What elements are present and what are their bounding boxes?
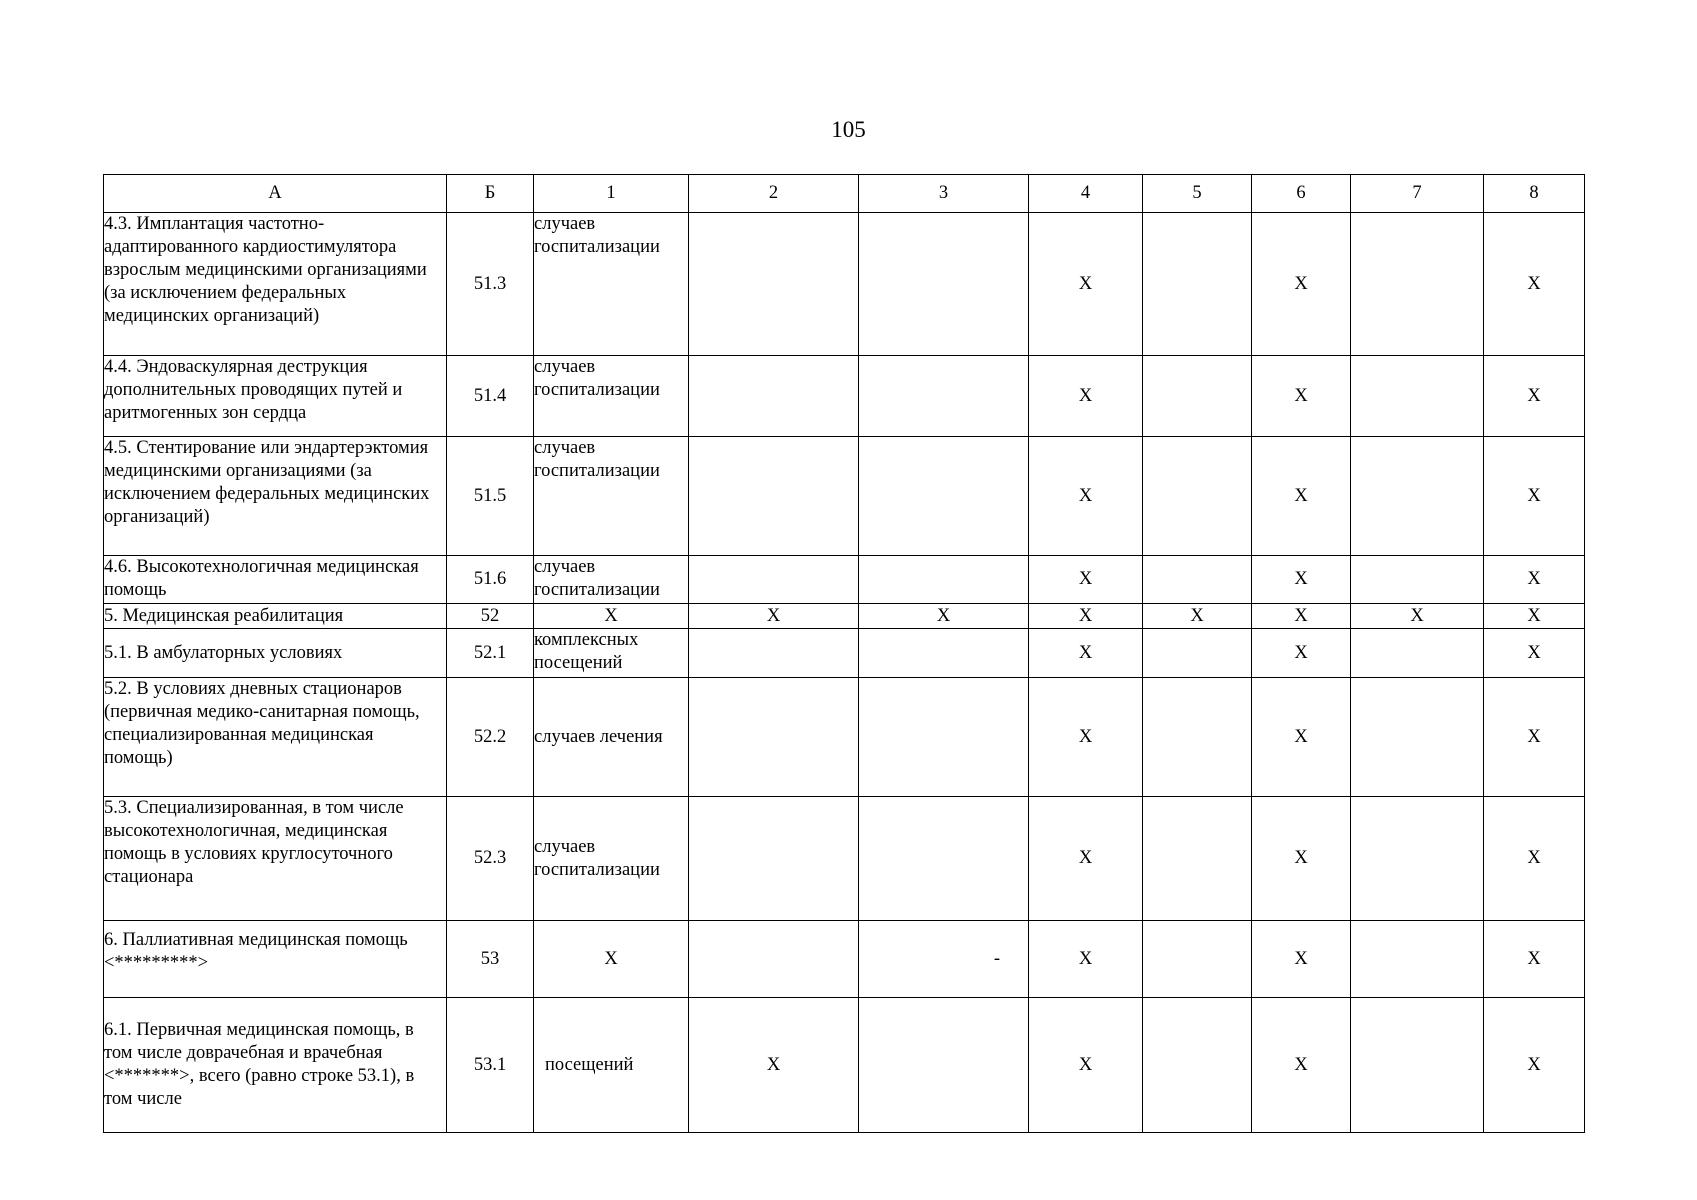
- cell-col-4: X: [1029, 356, 1143, 437]
- cell-col-4: X: [1029, 921, 1143, 998]
- column-header-6: 6: [1252, 175, 1351, 213]
- cell-col-3: [859, 213, 1029, 356]
- cell-col-8: X: [1484, 678, 1585, 797]
- row-unit: X: [534, 604, 689, 629]
- cell-col-3: X: [859, 604, 1029, 629]
- cell-col-6: X: [1252, 356, 1351, 437]
- cell-col-6: X: [1252, 921, 1351, 998]
- row-name: 4.3. Имплантация частотно-адаптированного кардиостимулятора взрослым медицинскими организациями (за исключением федеральных медицинских организаций): [104, 213, 447, 356]
- table-header-row: [104, 175, 1585, 213]
- cell-col-4: X: [1029, 629, 1143, 678]
- cell-col-8: X: [1484, 556, 1585, 604]
- cell-col-3: [859, 797, 1029, 921]
- cell-col-3: -: [859, 921, 1029, 998]
- cell-col-3: [859, 629, 1029, 678]
- row-name: 4.5. Стентирование или эндартерэктомия медицинскими организациями (за исключением федеральных медицинских организаций): [104, 437, 447, 556]
- row-unit: случаев госпитализации: [534, 213, 689, 356]
- cell-col-3: [859, 998, 1029, 1133]
- table-row: [104, 604, 1585, 629]
- cell-col-8: X: [1484, 629, 1585, 678]
- cell-col-2: [689, 678, 859, 797]
- row-unit: случаев госпитализации: [534, 437, 689, 556]
- row-name: 5.2. В условиях дневных стационаров (первичная медико-санитарная помощь, специализированная медицинская помощь): [104, 678, 447, 797]
- cell-col-8: X: [1484, 213, 1585, 356]
- table-row: [104, 998, 1585, 1133]
- table-row: [104, 797, 1585, 921]
- row-code: 52.3: [447, 797, 534, 921]
- cell-col-5: [1143, 998, 1252, 1133]
- cell-col-8: X: [1484, 998, 1585, 1133]
- row-name: 5. Медицинская реабилитация: [104, 604, 447, 629]
- row-code: 51.6: [447, 556, 534, 604]
- cell-col-8: X: [1484, 797, 1585, 921]
- table-row: [104, 556, 1585, 604]
- row-unit: случаев лечения: [534, 678, 689, 797]
- cell-col-2: [689, 356, 859, 437]
- cell-col-7: [1351, 678, 1484, 797]
- row-unit: посещений: [534, 998, 689, 1133]
- cell-col-7: [1351, 921, 1484, 998]
- row-name: 6.1. Первичная медицинская помощь, в том числе доврачебная и врачебная <*******>, всего (равно строке 53.1), в том числе: [104, 998, 447, 1133]
- cell-col-5: [1143, 797, 1252, 921]
- row-unit: случаев госпитализации: [534, 556, 689, 604]
- cell-col-5: [1143, 629, 1252, 678]
- cell-col-6: X: [1252, 629, 1351, 678]
- column-header-3: 3: [859, 175, 1029, 213]
- row-code: 52.1: [447, 629, 534, 678]
- cell-col-5: [1143, 921, 1252, 998]
- row-code: 53: [447, 921, 534, 998]
- cell-col-6: X: [1252, 604, 1351, 629]
- cell-col-2: [689, 437, 859, 556]
- cell-col-8: X: [1484, 437, 1585, 556]
- row-code: 51.5: [447, 437, 534, 556]
- cell-col-2: [689, 921, 859, 998]
- cell-col-4: X: [1029, 213, 1143, 356]
- column-header-4: 4: [1029, 175, 1143, 213]
- cell-col-7: X: [1351, 604, 1484, 629]
- row-name: 5.3. Специализированная, в том числе высокотехнологичная, медицинская помощь в условиях круглосуточного стационара: [104, 797, 447, 921]
- cell-col-4: X: [1029, 556, 1143, 604]
- cell-col-5: [1143, 678, 1252, 797]
- cell-col-5: X: [1143, 604, 1252, 629]
- cell-col-5: [1143, 356, 1252, 437]
- row-name: 5.1. В амбулаторных условиях: [104, 629, 447, 678]
- row-code: 51.3: [447, 213, 534, 356]
- row-unit: случаев госпитализации: [534, 797, 689, 921]
- cell-col-7: [1351, 556, 1484, 604]
- column-header-b: Б: [447, 175, 534, 213]
- cell-col-7: [1351, 797, 1484, 921]
- cell-col-4: X: [1029, 437, 1143, 556]
- column-header-8: 8: [1484, 175, 1585, 213]
- cell-col-3: [859, 437, 1029, 556]
- column-header-a: А: [104, 175, 447, 213]
- cell-col-2: [689, 213, 859, 356]
- cell-col-5: [1143, 437, 1252, 556]
- cell-col-6: X: [1252, 797, 1351, 921]
- cell-col-4: X: [1029, 797, 1143, 921]
- cell-col-2: [689, 629, 859, 678]
- cell-col-8: X: [1484, 604, 1585, 629]
- row-unit: комплексных посещений: [534, 629, 689, 678]
- cell-col-2: [689, 797, 859, 921]
- column-header-7: 7: [1351, 175, 1484, 213]
- table-row: [104, 213, 1585, 356]
- column-header-5: 5: [1143, 175, 1252, 213]
- cell-col-2: X: [689, 998, 859, 1133]
- table-row: [104, 921, 1585, 998]
- cell-col-6: X: [1252, 437, 1351, 556]
- column-header-1: 1: [534, 175, 689, 213]
- row-name: 4.6. Высокотехнологичная медицинская помощь: [104, 556, 447, 604]
- cell-col-4: X: [1029, 998, 1143, 1133]
- table-row: [104, 678, 1585, 797]
- cell-col-3: [859, 678, 1029, 797]
- cell-col-5: [1143, 213, 1252, 356]
- cell-col-7: [1351, 629, 1484, 678]
- cell-col-2: [689, 556, 859, 604]
- row-unit: случаев госпитализации: [534, 356, 689, 437]
- cell-col-4: X: [1029, 678, 1143, 797]
- row-code: 51.4: [447, 356, 534, 437]
- cell-col-8: X: [1484, 356, 1585, 437]
- cell-col-5: [1143, 556, 1252, 604]
- cell-col-3: [859, 556, 1029, 604]
- cell-col-8: X: [1484, 921, 1585, 998]
- row-name: 6. Паллиативная медицинская помощь <*********>: [104, 921, 447, 998]
- cell-col-7: [1351, 213, 1484, 356]
- row-code: 52: [447, 604, 534, 629]
- cell-col-6: X: [1252, 678, 1351, 797]
- table-row: [104, 629, 1585, 678]
- cell-col-6: X: [1252, 998, 1351, 1133]
- row-code: 53.1: [447, 998, 534, 1133]
- table-row: [104, 356, 1585, 437]
- row-unit: X: [534, 921, 689, 998]
- page-number: 105: [831, 117, 866, 142]
- row-name: 4.4. Эндоваскулярная деструкция дополнительных проводящих путей и аритмогенных зон сердца: [104, 356, 447, 437]
- cell-col-6: X: [1252, 556, 1351, 604]
- column-header-2: 2: [689, 175, 859, 213]
- cell-col-6: X: [1252, 213, 1351, 356]
- row-code: 52.2: [447, 678, 534, 797]
- cell-col-7: [1351, 356, 1484, 437]
- cell-col-7: [1351, 998, 1484, 1133]
- cell-col-3: [859, 356, 1029, 437]
- cell-col-4: X: [1029, 604, 1143, 629]
- cell-col-2: X: [689, 604, 859, 629]
- table-row: [104, 437, 1585, 556]
- data-table: [103, 174, 1585, 1133]
- cell-col-7: [1351, 437, 1484, 556]
